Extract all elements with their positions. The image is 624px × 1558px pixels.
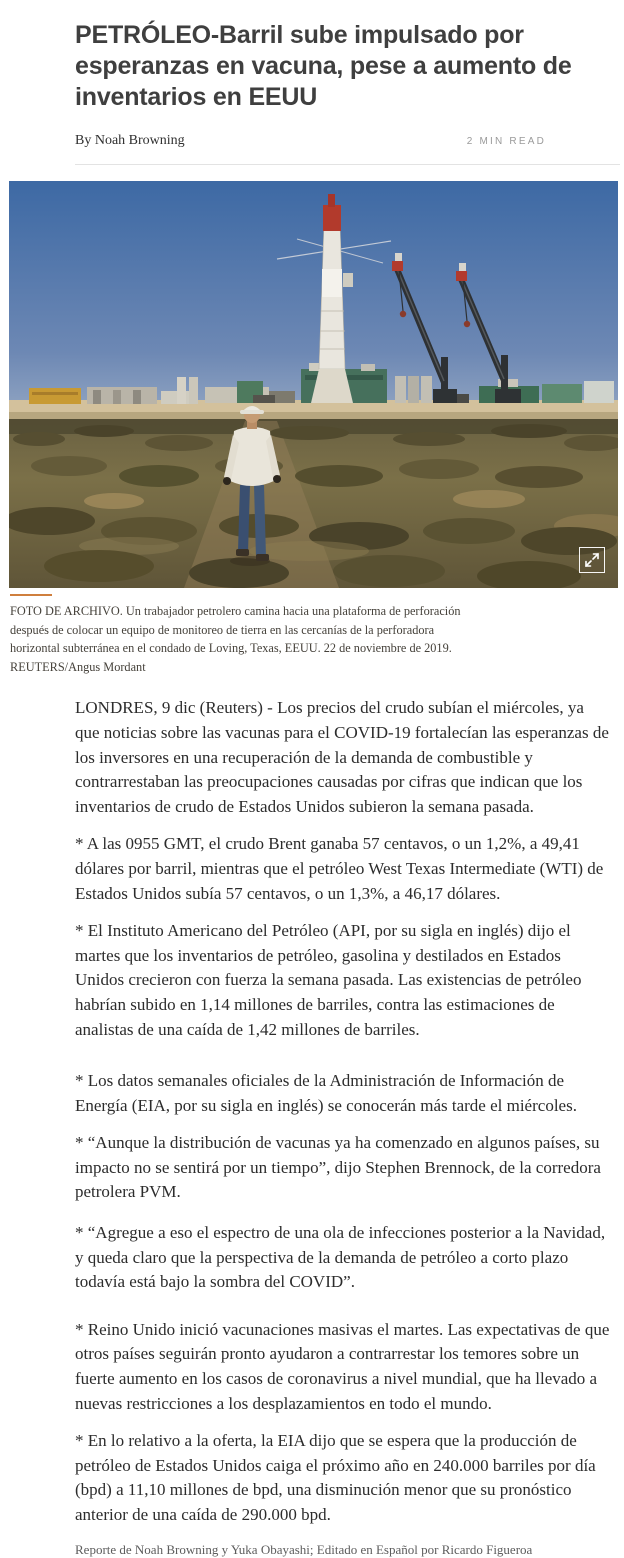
paragraph-8: * En lo relativo a la oferta, la EIA dijo que se espera que la producción de petróleo de Estados Unidos caiga el próximo año en 240.000 barriles por día (bpd) a 11,10 millones de bpd, una disminución menor que su pronóstico anterior de una caída de 290.000 bpd. <box>75 1431 596 1524</box>
paragraph-4: * Los datos semanales oficiales de la Administración de Información de Energía (EIA, por su sigla en inglés) se conocerán más tarde el miércoles. <box>75 1071 577 1115</box>
paragraph-3: * El Instituto Americano del Petróleo (API, por su sigla en inglés) dijo el martes que los inventarios de petróleo, gasolina y destilados en Estados Unidos crecieron con fuerza la semana pasada. Las existencias de petróleo habrían subido en 1,14 millones de barriles, contra las estimaciones de analistas de una caída de 1,42 millones de barriles. <box>75 921 582 1039</box>
paragraph-2: * A las 0955 GMT, el crudo Brent ganaba 57 centavos, o un 1,2%, a 49,41 dólares por barril, mientras que el petróleo West Texas Intermediate (WTI) de Estados Unidos subía 57 centavos, o un 1,3%, a 46,17 dólares. <box>75 834 604 903</box>
photo-caption: FOTO DE ARCHIVO. Un trabajador petrolero camina hacia una plataforma de perforación después de colocar un equipo de monitoreo de tierra en las cercanías de la perforadora horizontal subterránea en el condado de Loving, Texas, EEUU. 22 de noviembre de 2019. REUTERS/Angus Mordant <box>10 604 461 674</box>
article-footer-note: Reporte de Noah Browning y Yuka Obayashi; Editado en Español por Ricardo Figueroa <box>75 1541 533 1557</box>
divider <box>75 164 620 165</box>
paragraph-6: * “Agregue a eso el espectro de una ola de infecciones posterior a la Navidad, y queda claro que la perspectiva de la demanda de petróleo a corto plazo todavía está bajo la sombra del COVID”. <box>75 1223 606 1292</box>
article-photo[interactable] <box>9 181 618 588</box>
byline: By Noah Browning <box>75 133 185 148</box>
oil-rig-photo-illustration <box>9 181 618 588</box>
caption-accent-bar <box>10 594 52 596</box>
byline-row <box>75 133 618 152</box>
headline: PETRÓLEO-Barril sube impulsado por esperanzas en vacuna, pese a aumento de inventarios en EEUU <box>75 21 572 111</box>
article-figure <box>9 181 618 676</box>
article-body <box>75 696 612 1527</box>
paragraph-7: * Reino Unido inició vacunaciones masivas el martes. Las expectativas de que otros países seguirán pronto ayudaron a contrarrestar los temores sobre un fuerte aumento en los casos de coronavirus a nivel mundial, que ha llevado a nuevas restricciones a los desplazamientos en todo el mundo. <box>75 1319 610 1413</box>
paragraph-5: * “Aunque la distribución de vacunas ya ha comenzado en algunos países, su impacto no se sentirá por un tiempo”, dijo Stephen Brennock, de la corredora petrolera PVM. <box>75 1133 601 1202</box>
read-time-badge: 2 MIN READ <box>466 136 546 147</box>
paragraph-1: LONDRES, 9 dic (Reuters) - Los precios del crudo subían el miércoles, ya que noticias sobre las vacunas para el COVID-19 fortalecían las esperanzas de los inversores en una recuperación de la demanda de combustible y contrarrestaban las preocupaciones causadas por cifras que indican que los inventarios de crudo de Estados Unidos subieron la semana pasada. <box>75 698 609 816</box>
article-page <box>0 20 624 1558</box>
expand-icon[interactable] <box>579 547 605 573</box>
